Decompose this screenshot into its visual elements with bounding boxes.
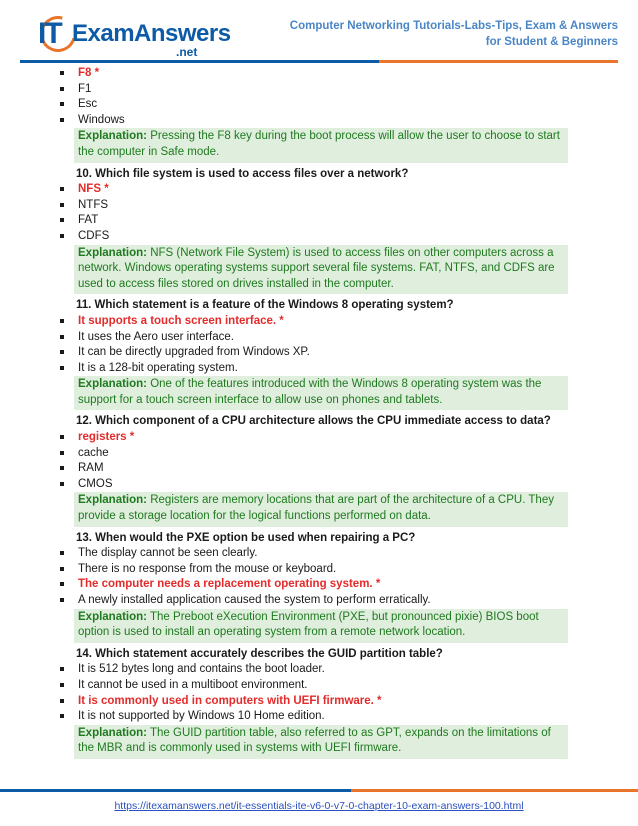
square-bullet-icon xyxy=(60,482,64,486)
answer-option-text: RAM xyxy=(78,462,104,475)
answer-option xyxy=(58,113,568,129)
answer-option xyxy=(58,446,568,462)
answer-option-text: It is not supported by Windows 10 Home edition. xyxy=(78,710,325,723)
answer-option-correct xyxy=(58,314,568,330)
answer-option-correct xyxy=(58,430,568,446)
answer-option-text: FAT xyxy=(78,214,99,227)
answer-option-correct xyxy=(58,182,568,198)
footer-divider xyxy=(0,789,638,792)
square-bullet-icon xyxy=(60,582,64,586)
answer-option xyxy=(58,709,568,725)
explanation-box xyxy=(74,609,568,643)
explanation-box xyxy=(74,128,568,162)
answer-option xyxy=(58,678,568,694)
site-logo[interactable] xyxy=(38,14,231,59)
question-block xyxy=(58,531,568,643)
logo-domain: .net xyxy=(176,45,198,59)
answer-option-text: It supports a touch screen interface. * xyxy=(78,314,284,327)
square-bullet-icon xyxy=(60,466,64,470)
answer-option-text: It is a 128-bit operating system. xyxy=(78,361,238,374)
question-text: 10. Which file system is used to access files over a network? xyxy=(76,167,409,180)
explanation-text: One of the features introduced with the Windows 8 operating system was the support for a touch screen interface to allow use on phones and tablets. xyxy=(78,378,542,406)
square-bullet-icon xyxy=(60,667,64,671)
answer-option xyxy=(58,198,568,214)
answer-option-text: F8 * xyxy=(78,67,100,79)
answer-option xyxy=(58,662,568,678)
square-bullet-icon xyxy=(60,598,64,602)
explanation-label: Explanation: xyxy=(78,494,148,507)
answer-option-correct xyxy=(58,694,568,710)
answer-option xyxy=(58,546,568,562)
explanation-text: Registers are memory locations that are part of the architecture of a CPU. They provide a storage location for the logical functions performed on data. xyxy=(78,494,554,523)
explanation-text: The Preboot eXecution Environment (PXE, but pronounced pixie) BIOS boot option is used to install an operating system from a remote network location. xyxy=(78,610,539,639)
logo-wordmark: ExamAnswers xyxy=(72,20,231,47)
square-bullet-icon xyxy=(60,335,64,339)
square-bullet-icon xyxy=(60,451,64,455)
square-bullet-icon xyxy=(60,551,64,555)
square-bullet-icon xyxy=(60,203,64,207)
answer-option xyxy=(58,593,568,609)
explanation-label: Explanation: xyxy=(78,246,148,259)
question-block xyxy=(58,66,568,163)
answer-option-text: registers * xyxy=(78,431,135,444)
answer-option-text: NTFS xyxy=(78,198,109,211)
answer-option-text: NFS * xyxy=(78,183,109,196)
exam-content xyxy=(58,66,568,759)
explanation-label: Explanation: xyxy=(78,378,148,391)
question-block xyxy=(58,414,568,526)
answer-option-text: CMOS xyxy=(78,477,113,490)
page-header xyxy=(0,0,638,62)
answer-option-text: It can be directly upgraded from Windows XP. xyxy=(78,346,310,359)
answer-option-correct xyxy=(58,577,568,593)
square-bullet-icon xyxy=(60,683,64,687)
square-bullet-icon xyxy=(60,350,64,354)
answer-option-text: A newly installed application caused the system to perform erratically. xyxy=(78,594,431,606)
answer-option-text: CDFS xyxy=(78,229,110,242)
explanation-label: Explanation: xyxy=(78,610,148,623)
square-bullet-icon xyxy=(60,102,64,106)
answer-option-text: Windows xyxy=(78,113,125,126)
tagline-line-2: for Student & Beginners xyxy=(485,36,618,48)
square-bullet-icon xyxy=(60,567,64,571)
tagline-line-1: Computer Networking Tutorials-Labs-Tips, Exam & Answers xyxy=(289,20,618,32)
square-bullet-icon xyxy=(60,319,64,323)
square-bullet-icon xyxy=(60,218,64,222)
answer-option xyxy=(58,229,568,245)
answer-option-correct xyxy=(58,66,568,82)
answer-option-text: It cannot be used in a multiboot environment. xyxy=(78,678,308,691)
question-text: 14. Which statement accurately describes the GUID partition table? xyxy=(76,647,443,660)
square-bullet-icon xyxy=(60,435,64,439)
explanation-label: Explanation: xyxy=(78,130,148,143)
answer-option xyxy=(58,82,568,98)
square-bullet-icon xyxy=(60,118,64,122)
site-tagline xyxy=(288,18,618,50)
square-bullet-icon xyxy=(60,714,64,718)
explanation-text: Pressing the F8 key during the boot process will allow the user to choose to start the computer in Safe mode. xyxy=(78,130,560,158)
answer-option-text: The computer needs a replacement operating system. * xyxy=(78,578,381,591)
explanation-box xyxy=(74,725,568,759)
answer-option xyxy=(58,213,568,229)
question-block xyxy=(58,647,568,759)
question-text: 13. When would the PXE option be used when repairing a PC? xyxy=(76,531,416,544)
question-text: 11. Which statement is a feature of the Windows 8 operating system? xyxy=(76,299,454,312)
explanation-label: Explanation: xyxy=(78,726,148,739)
square-bullet-icon xyxy=(60,71,64,75)
source-url-link[interactable]: https://itexamanswers.net/it-essentials-ite-v6-0-v7-0-chapter-10-exam-answers-100.html xyxy=(114,800,524,812)
answer-option xyxy=(58,345,568,361)
answer-option-text: F1 xyxy=(78,82,92,95)
explanation-text: The GUID partition table, also referred to as GPT, expands on the limitations of the MBR and is commonly used in systems with UEFI firmware. xyxy=(78,726,551,755)
answer-option-text: It is commonly used in computers with UEFI firmware. * xyxy=(78,694,382,707)
question-text: 12. Which component of a CPU architecture allows the CPU immediate access to data? xyxy=(76,415,551,428)
answer-option-text: cache xyxy=(78,446,109,459)
explanation-box xyxy=(74,376,568,410)
answer-option-text: There is no response from the mouse or keyboard. xyxy=(78,562,337,575)
header-divider xyxy=(20,60,618,63)
logo-it-mark: IT xyxy=(38,17,61,50)
explanation-text: NFS (Network File System) is used to access files on other computers across a network. Windows operating systems support several file systems. FAT, NTFS, and CDFS are used to access files stored on drives installed in the computer. xyxy=(78,246,555,290)
answer-option xyxy=(58,477,568,493)
square-bullet-icon xyxy=(60,187,64,191)
answer-option-text: It is 512 bytes long and contains the boot loader. xyxy=(78,663,325,676)
question-block xyxy=(58,167,568,295)
answer-option xyxy=(58,361,568,377)
square-bullet-icon xyxy=(60,234,64,238)
answer-option-text: Esc xyxy=(78,98,98,111)
explanation-box xyxy=(74,492,568,526)
answer-option-text: The display cannot be seen clearly. xyxy=(78,547,258,560)
question-block xyxy=(58,298,568,410)
square-bullet-icon xyxy=(60,87,64,91)
square-bullet-icon xyxy=(60,366,64,370)
square-bullet-icon xyxy=(60,699,64,703)
answer-option xyxy=(58,562,568,578)
answer-option xyxy=(58,330,568,346)
answer-option xyxy=(58,97,568,113)
explanation-box xyxy=(74,245,568,295)
answer-option-text: It uses the Aero user interface. xyxy=(78,330,234,343)
answer-option xyxy=(58,461,568,477)
